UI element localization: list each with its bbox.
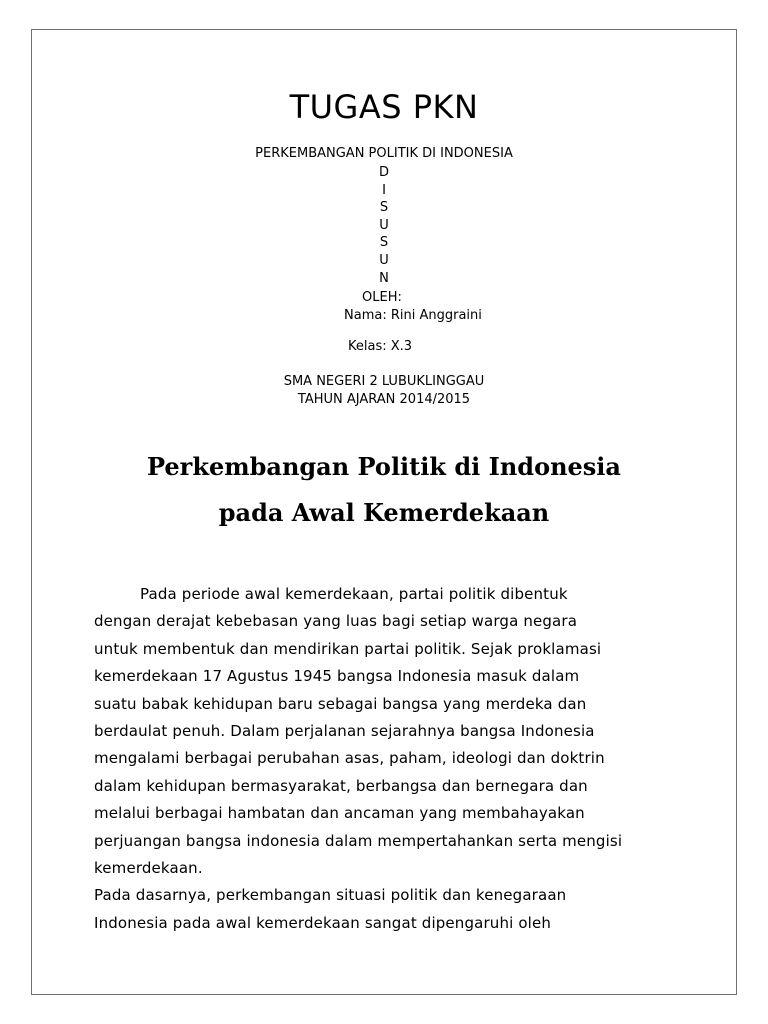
body-line: perjuangan bangsa indonesia dalam mempertahankan serta mengisi (94, 831, 623, 850)
body-line: Indonesia pada awal kemerdekaan sangat dipengaruhi oleh (94, 913, 552, 932)
school-name: SMA NEGERI 2 LUBUKLINGGAU (283, 374, 485, 389)
article-heading-line-2: pada Awal Kemerdekaan (218, 498, 550, 527)
disusun-letter: I (382, 182, 386, 198)
body-line: dengan derajat kebebasan yang luas bagi setiap warga negara (94, 612, 578, 631)
body-line: Pada dasarnya, perkembangan situasi politik dan kenegaraan (94, 886, 567, 905)
body-line: dalam kehidupan bermasyarakat, berbangsa dan bernegara dan (94, 776, 588, 795)
disusun-letter: U (379, 217, 389, 233)
body-line: kemerdekaan 17 Agustus 1945 bangsa Indonesia masuk dalam (94, 667, 580, 686)
disusun-letter: U (379, 252, 389, 268)
body-line: untuk membentuk dan mendirikan partai politik. Sejak proklamasi (94, 639, 602, 658)
article-heading-line-1: Perkembangan Politik di Indonesia (147, 452, 621, 481)
class-label: Kelas: X.3 (348, 339, 413, 354)
disusun-vertical (0, 164, 768, 287)
body-line: Pada periode awal kemerdekaan, partai politik dibentuk (140, 585, 568, 603)
body-line: mengalami berbagai perubahan asas, paham, ideologi dan doktrin (94, 749, 605, 768)
body-line: suatu babak kehidupan baru sebagai bangsa yang merdeka dan (94, 694, 587, 713)
body-line: melalui berbagai hambatan dan ancaman yang membahayakan (94, 804, 585, 823)
author-name: Nama: Rini Anggraini (344, 308, 482, 323)
disusun-letter: N (379, 270, 389, 286)
article-body (94, 581, 694, 937)
body-line: berdaulat penuh. Dalam perjalanan sejarahnya bangsa Indonesia (94, 721, 595, 740)
disusun-letter: S (379, 200, 389, 216)
academic-year: TAHUN AJARAN 2014/2015 (297, 392, 471, 407)
document-subtitle: PERKEMBANGAN POLITIK DI INDONESIA (255, 146, 513, 161)
document-title: TUGAS PKN (289, 88, 479, 126)
body-line: kemerdekaan. (94, 858, 203, 877)
disusun-letter: D (378, 165, 389, 180)
oleh-label: OLEH: (362, 290, 402, 305)
disusun-letter: S (379, 235, 389, 251)
